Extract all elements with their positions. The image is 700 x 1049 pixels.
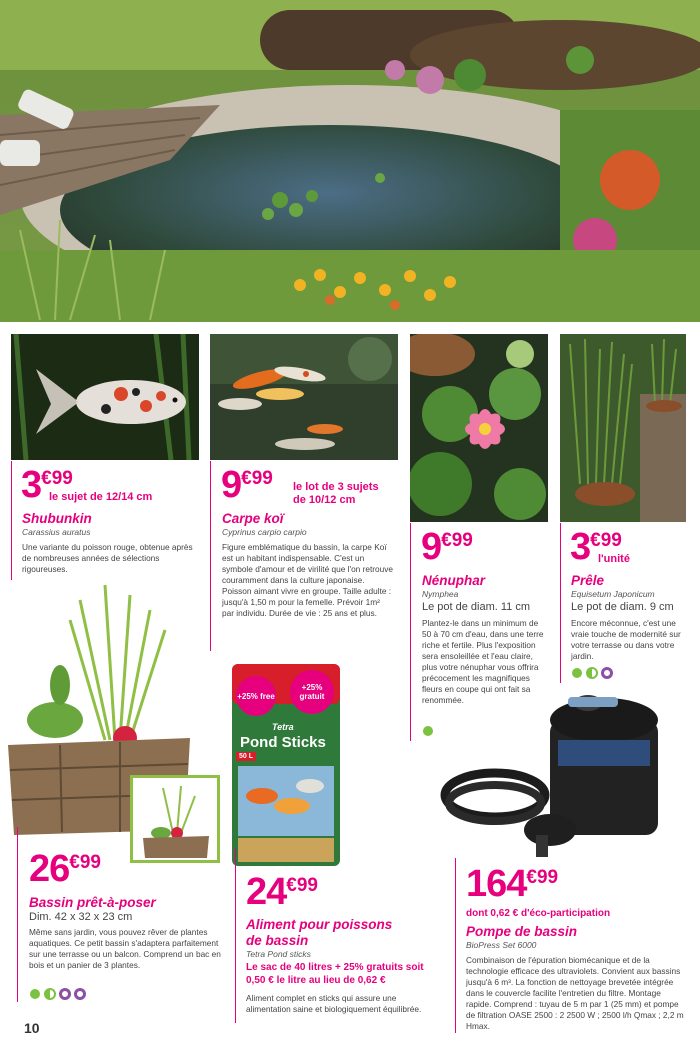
koi-price-main: 9 [221,464,242,506]
nenuphar-size: Le pot de diam. 11 cm [422,601,531,613]
shubunkin-latin-name: Carassius auratus [22,527,91,537]
pond-sticks-volume: 50 L [236,752,256,761]
pompe-divider [455,858,456,1033]
bassin-exposure-icons [29,988,86,1002]
nenuphar-divider [410,523,411,741]
prele-divider [560,523,561,683]
shubunkin-price-cents: €99 [41,468,73,489]
nenuphar-description: Plantez-le dans un minimum de 50 à 70 cm d'eau, dans une terre riche et fertile. Plus l'exposition sera ensoleillée et l'eau claire, plus votre nénuphar vous offrira précocement les magnifiques fleurs en coupe qui ont fait sa renommée. [422,618,544,705]
koi-divider [210,461,211,651]
aliment-latin-name: Tetra Pond sticks [246,949,311,959]
prele-description: Encore méconnue, c'est une vraie touche de modernité sur votre terrasse ou dans votre jardin. [571,618,681,661]
pond-sticks-badge-free: +25% free [236,676,276,716]
pompe-price-main: 164 [466,863,527,905]
koi-title: Carpe koï [222,511,284,526]
koi-description: Figure emblématique du bassin, la carpe Koï est un habitant indispensable. C'est un symbole d'amour et de virilité que l'on retrouve couramment dans la culture japonaise. Poisson aimant vivre en groupe. Taille adulte : jusqu'à 1,50 m pour la femelle. Prévoir 1m² par individu. Durée de vie : 25 ans et plus. [222,542,394,618]
nenuphar-latin-name: Nymphea [422,589,459,599]
shubunkin-fish-photo [11,334,199,460]
bassin-title: Bassin prêt-à-poser [29,895,156,910]
shade-icon [59,988,71,1000]
bassin-price-cents: €99 [69,852,101,873]
horsetail-plant-photo [560,334,686,522]
prele-price-cents: €99 [590,530,622,551]
prele-latin-name: Equisetum Japonicum [571,589,655,599]
koi-price-cents: €99 [241,468,273,489]
pond-pump-filter-photo [440,685,665,865]
water-lily-photo [410,334,548,522]
sun-icon [572,668,582,678]
nenuphar-title: Nénuphar [422,573,486,588]
prele-title: Prêle [571,573,605,588]
pond-sticks-badge-gratuit: +25% gratuit [290,670,334,714]
bassin-description: Même sans jardin, vous pouvez rêver de plantes aquatiques. Ce petit bassin s'adaptera parfaitement sur une terrasse ou un balcon. Comprend un bac en bois et un panier de 3 plantes. [29,927,221,970]
pond-sticks-product-name: Pond Sticks [240,734,326,751]
aliment-description: Aliment complet en sticks qui assure une alimentation saine et biologiquement équilibrée. [246,993,422,1014]
nenuphar-exposure-icons [422,725,434,739]
koi-price [221,466,273,504]
aliment-price-main: 24 [246,871,287,913]
bassin-price-main: 26 [29,848,70,890]
shubunkin-title: Shubunkin [22,511,92,526]
aliment-offer: Le sac de 40 litres + 25% gratuits soit 0,50 € le litre au lieu de 0,62 € [246,962,424,986]
pompe-price [466,865,558,903]
aliment-price-cents: €99 [286,875,318,896]
pompe-description: Combinaison de l'épuration biomécanique et de la technologie efficace des ultraviolets. Convient aux bassins jusqu'à 6 m³. La fonction de nettoyage brevetée intégrée dans le couvercle facilite l'entretien du filtre. Montage rapide. Comprend : tuyau de 5 m par 1 (25 mm) et pompe de filtration OASE 2500 : 2 2500 W ; 2500 l/h Qmax ; 2,2 m Hmax. [466,955,684,1031]
prele-unit: l'unité [598,553,630,565]
shubunkin-unit: le sujet de 12/14 cm [49,491,153,503]
nenuphar-price-main: 9 [421,526,442,568]
bassin-inset-photo [130,775,220,863]
aliment-title-line1: Aliment pour poissons [246,917,393,932]
aliment-divider [235,848,236,1023]
nenuphar-price-cents: €99 [441,530,473,551]
page-number: 10 [24,1020,40,1036]
prele-exposure-icons [571,667,613,681]
aliment-price [246,873,318,911]
shubunkin-price-main: 3 [21,464,42,506]
prele-size: Le pot de diam. 9 cm [571,601,674,613]
koi-carp-photo [210,334,398,460]
bassin-size: Dim. 42 x 32 x 23 cm [29,911,133,923]
half-shade-icon [44,988,56,1000]
sun-icon [30,989,40,999]
pompe-title: Pompe de bassin [466,924,578,939]
koi-latin-name: Cyprinus carpio carpio [222,527,307,537]
shade-icon [74,988,86,1000]
shubunkin-description: Une variante du poisson rouge, obtenue après de nombreuses années de sélections rigoureuses. [22,542,193,574]
pompe-eco-participation: dont 0,62 € d'éco-participation [466,908,611,919]
shade-icon [601,667,613,679]
nenuphar-price [421,528,473,566]
half-shade-icon [586,667,598,679]
bassin-price [29,850,101,888]
koi-unit-line1: le lot de 3 sujets [293,481,379,493]
prele-price-main: 3 [570,526,591,568]
pompe-price-cents: €99 [526,867,559,888]
koi-unit-line2: de 10/12 cm [293,494,356,506]
pompe-model: BioPress Set 6000 [466,940,537,950]
aliment-title-line2: de bassin [246,933,309,948]
bassin-divider [17,827,18,1002]
hero-garden-pond-photo [0,0,700,322]
sun-icon [423,726,433,736]
pond-sticks-brand: Tetra [272,722,294,732]
